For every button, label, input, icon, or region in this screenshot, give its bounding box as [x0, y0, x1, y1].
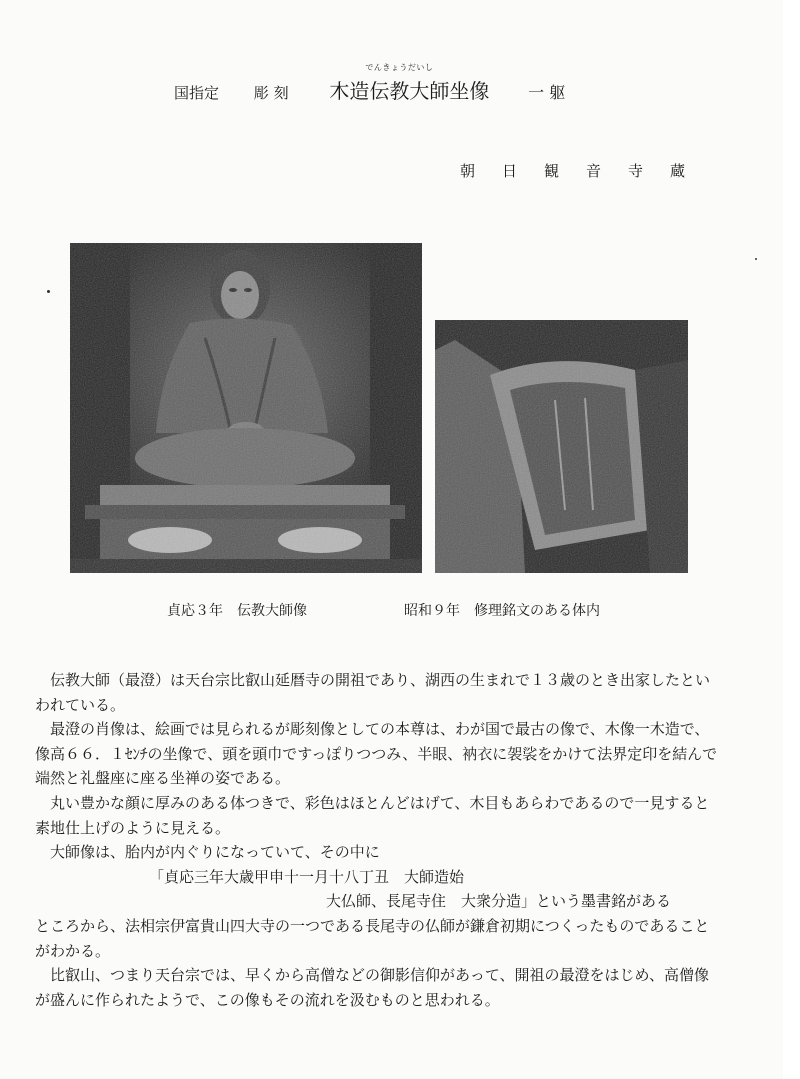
header-line	[174, 63, 566, 104]
paragraph-6: 比叡山、つまり天台宗では、早くから高僧などの御影信仰があって、開祖の最澄をはじめ、高僧像が盛んに作られたようで、この像もその流れを汲むものと思われる。	[35, 966, 709, 1009]
inscription-line-2: 大仏師、長尾寺住 大衆分造」という墨書銘がある	[326, 892, 672, 911]
item-count: 一 躯	[528, 83, 566, 102]
paragraph-4: 大師像は、胎内が内ぐりになっていて、その中に	[50, 843, 380, 862]
page-edge	[783, 0, 800, 1079]
title-ruby: でんきょうだいし	[365, 63, 434, 72]
statue-caption: 貞応３年 伝教大師像	[167, 603, 307, 619]
statue-photo	[70, 243, 422, 573]
title-text: 木造伝教大師坐像	[329, 79, 490, 103]
designation-label: 国指定	[174, 84, 220, 102]
paragraph-2: 最澄の肖像は、絵画では見られるが彫刻像としての本尊は、わが国で最古の像で、木像一木造で、像高６６．１ｾﾝﾁの坐像で、頭を頭巾ですっぽりつつみ、半眼、衲衣に袈裟をかけて法界定印を結んで端然と礼盤座に座る坐禅の姿である。	[35, 720, 718, 788]
paragraph-1: 伝教大師（最澄）は天台宗比叡山延暦寺の開祖であり、湖西の生まれで１３歳のとき出家したといわれている。	[35, 671, 711, 714]
paragraph-5: ところから、法相宗伊富貴山四大寺の一つである長尾寺の仏師が鎌倉初期につくったものであることがわかる。	[35, 916, 710, 960]
description-text	[35, 668, 720, 1012]
paragraph-3: 丸い豊かな顔に厚みのある体つきで、彩色はほとんどはげて、木目もあらわであるので一見すると素地仕上げのように見える。	[35, 793, 710, 837]
scan-speck	[755, 258, 757, 260]
page-title	[329, 63, 490, 104]
scan-speck	[47, 290, 50, 293]
interior-caption: 昭和９年 修理銘文のある体内	[404, 603, 600, 619]
category-label: 彫 刻	[253, 84, 289, 102]
owner-label: 朝日観音寺蔵	[460, 162, 713, 180]
inscription-line-1: 「貞応三年大歳甲申十一月十八丁丑 大師造始	[149, 867, 465, 886]
interior-photo	[435, 320, 688, 573]
